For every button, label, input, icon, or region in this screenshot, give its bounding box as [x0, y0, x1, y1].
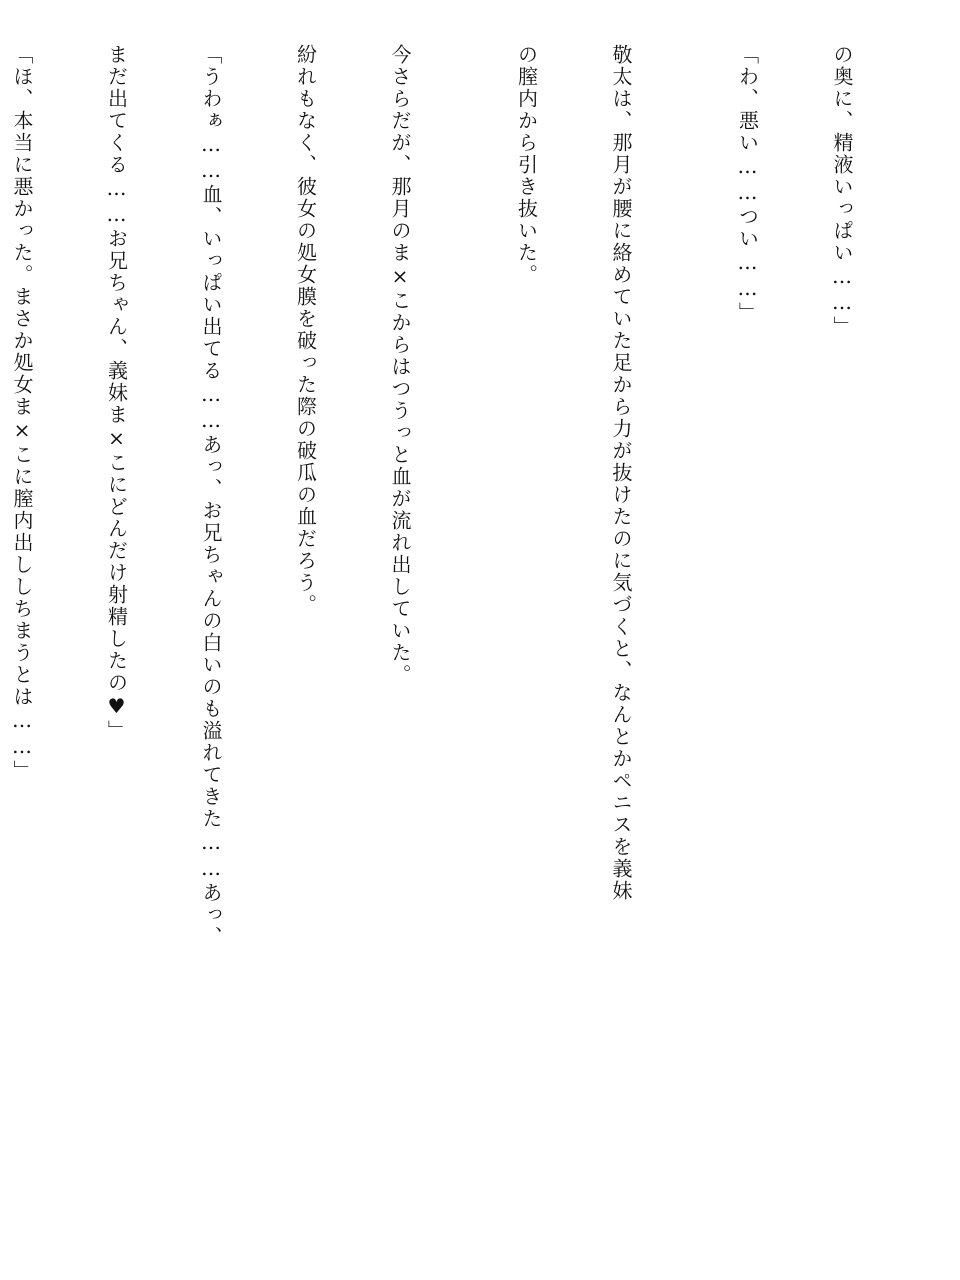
text-line: 今さらだが、那月のま×こからはつうっと血が流れ出していた。 [388, 44, 412, 686]
text-line: の奥に、精液いっぱい……」 [830, 44, 854, 338]
text-line: 紛れもなく、彼女の処女膜を破った際の破瓜の血だろう。 [293, 44, 318, 616]
text-line: 「うわぁ……血、いっぱい出てる……あっ、お兄ちゃんの白いのも溢れてきた……あっ、 [199, 44, 223, 948]
text-line: 敬太は、那月が腰に絡めていた足から力が抜けたのに気づくと、なんとかペニスを義妹 [609, 44, 633, 902]
text-line: 「わ、悪い……つい……」 [735, 44, 760, 324]
text-line: 「ほ、本当に悪かった。まさか処女ま×こに膣内出ししちまうとは……」 [10, 44, 34, 782]
text-line: まだ出てくる……お兄ちゃん、義妹ま×こにどんだけ射精したの♥」 [104, 44, 129, 742]
text-line: の膣内から引き抜いた。 [514, 44, 539, 286]
vertical-text-body [0, 44, 920, 1244]
